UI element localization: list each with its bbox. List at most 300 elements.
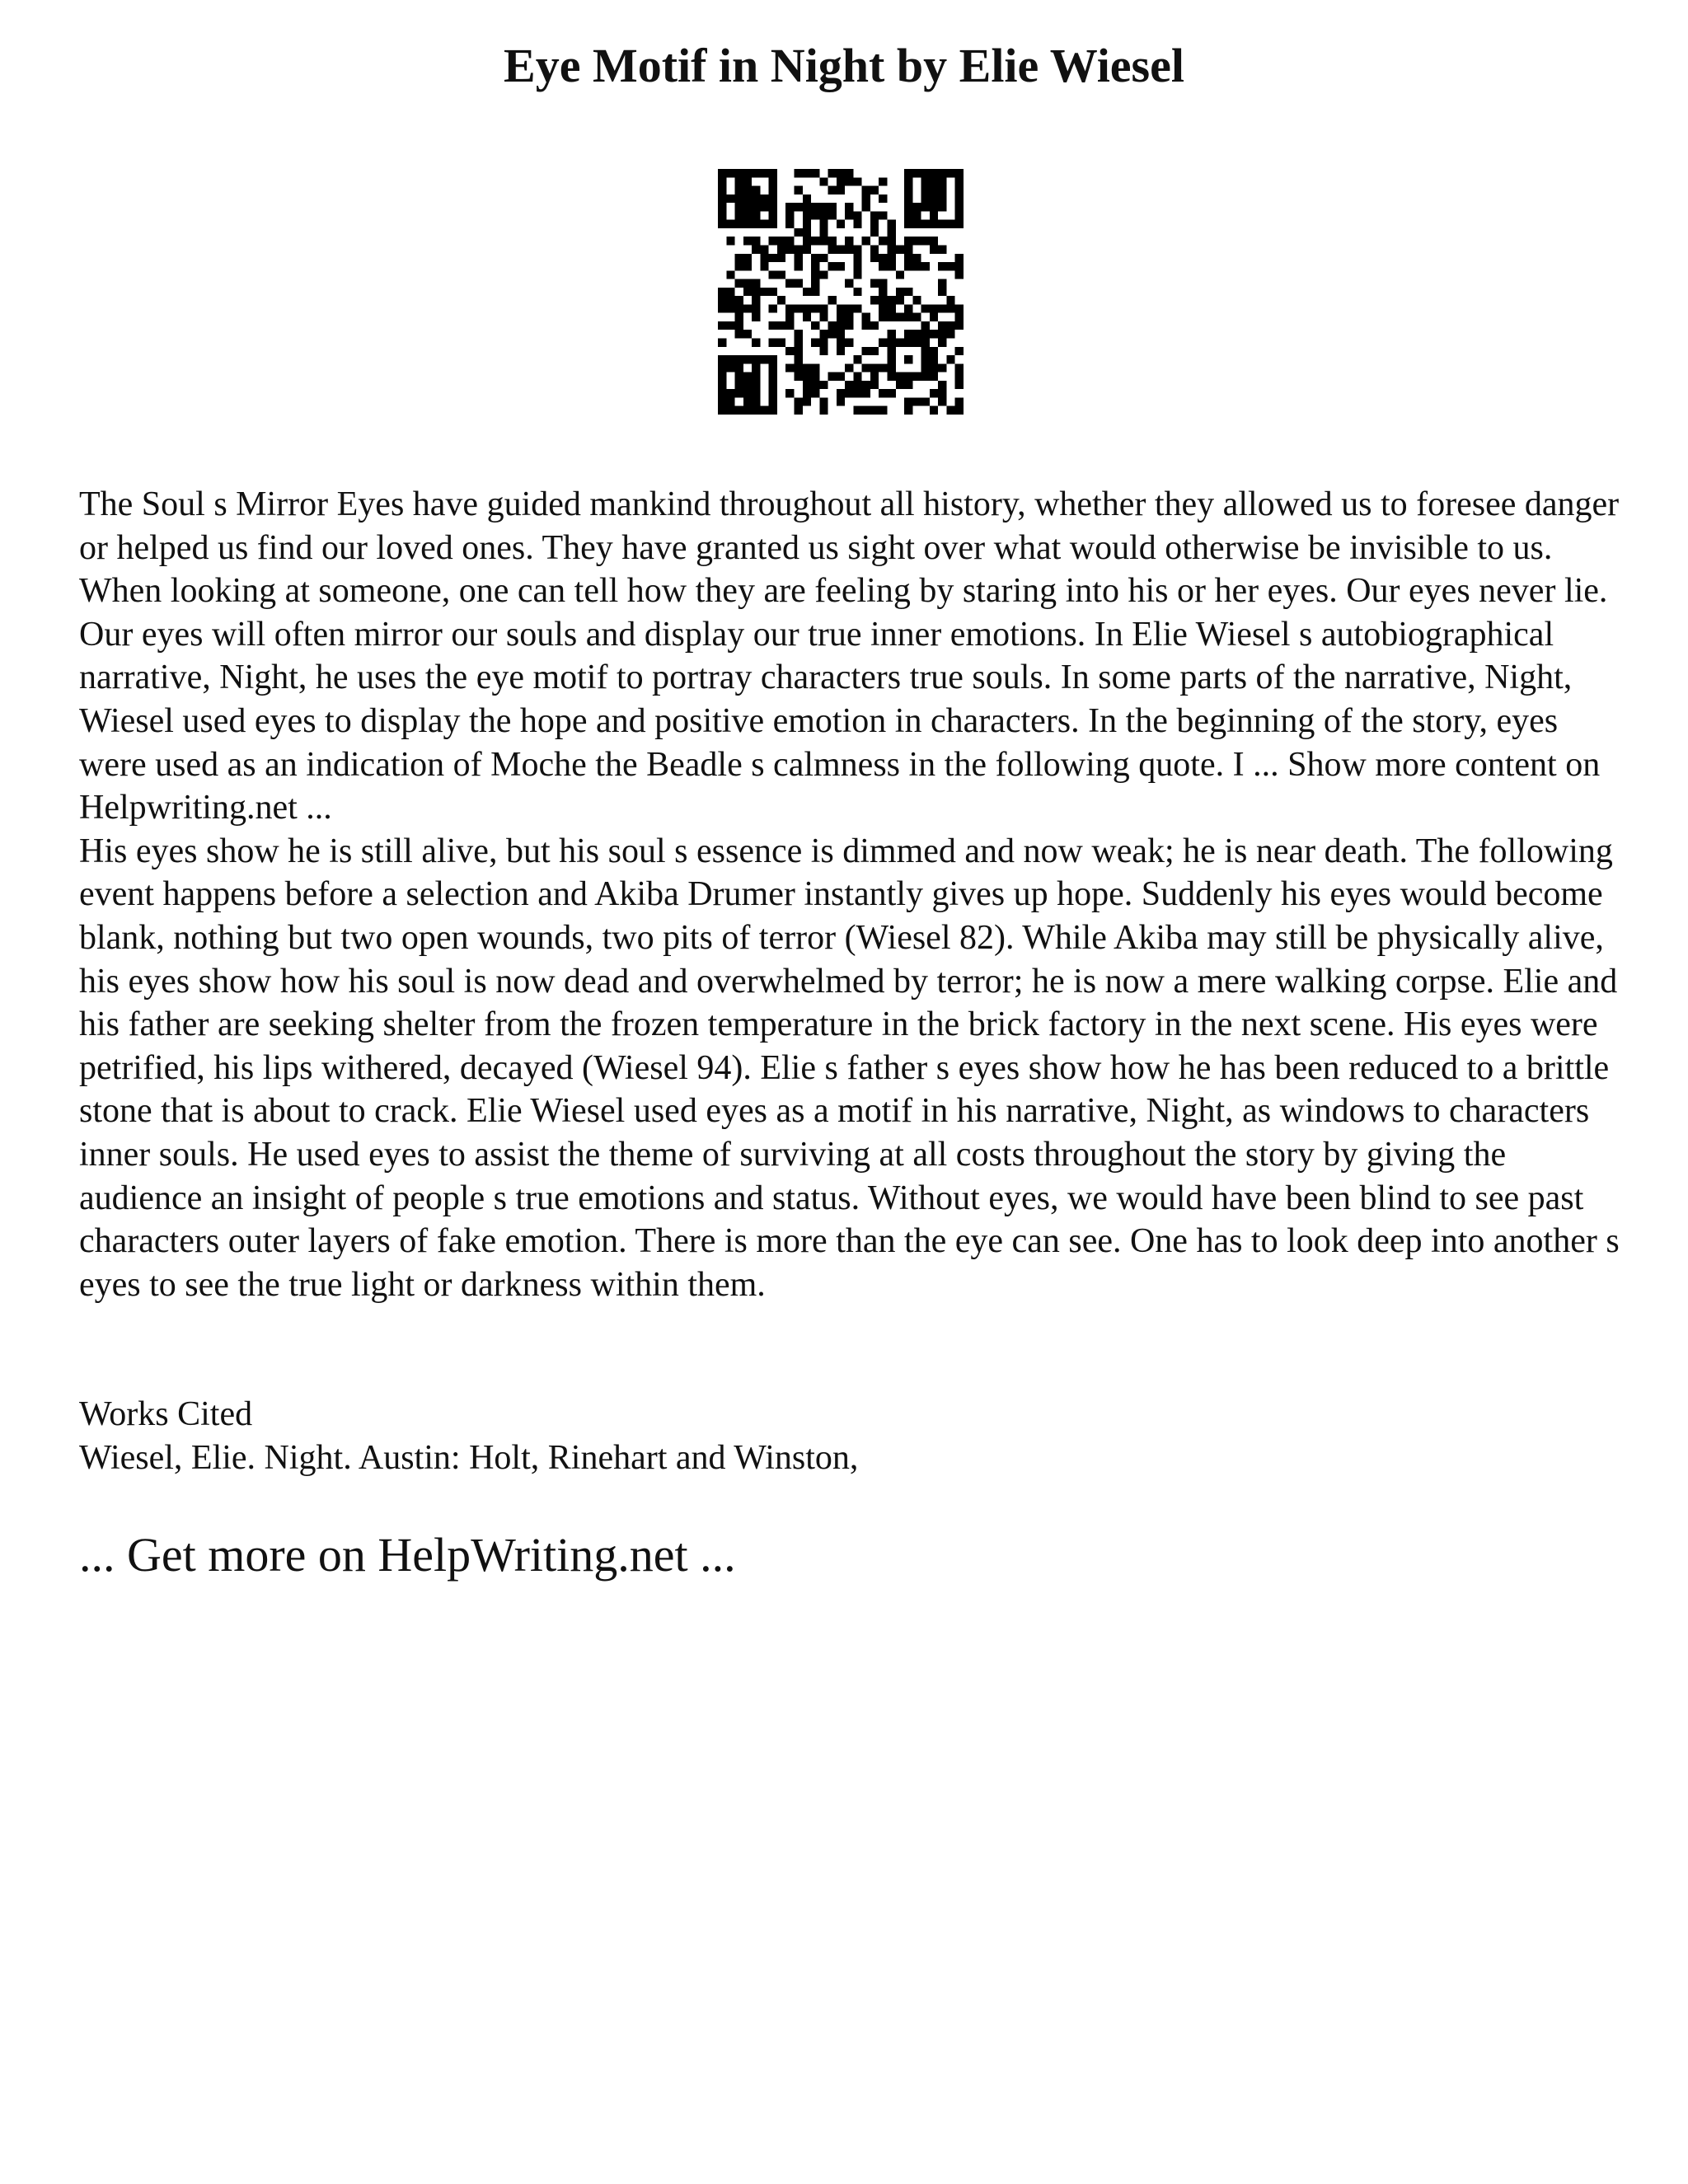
qr-module	[904, 237, 912, 245]
qr-module	[862, 194, 870, 203]
qr-module	[896, 296, 904, 304]
qr-module	[837, 169, 845, 177]
qr-module	[769, 270, 777, 279]
qr-module	[718, 220, 726, 228]
qr-module	[726, 304, 734, 312]
qr-module	[904, 406, 912, 415]
qr-module	[896, 270, 904, 279]
qr-module	[904, 211, 912, 219]
qr-module	[743, 279, 752, 288]
qr-module	[946, 321, 954, 330]
qr-module	[803, 373, 811, 381]
qr-module	[888, 228, 896, 237]
qr-module	[819, 220, 828, 228]
qr-module	[912, 211, 921, 219]
qr-module	[743, 262, 752, 270]
qr-module	[837, 186, 845, 194]
qr-module	[769, 254, 777, 262]
qr-module	[769, 211, 777, 219]
qr-module	[870, 228, 879, 237]
qr-module	[946, 330, 954, 338]
qr-module	[888, 254, 896, 262]
qr-module	[912, 169, 921, 177]
qr-module	[819, 211, 828, 219]
qr-module	[904, 177, 912, 185]
qr-module	[735, 186, 743, 194]
qr-module	[879, 313, 887, 321]
qr-module	[785, 363, 794, 372]
qr-module	[743, 288, 752, 296]
qr-module	[930, 389, 938, 397]
qr-module	[862, 186, 870, 194]
qr-module	[828, 262, 837, 270]
qr-module	[777, 245, 785, 253]
qr-module	[735, 279, 743, 288]
qr-module	[912, 373, 921, 381]
qr-module	[760, 254, 768, 262]
qr-module	[735, 296, 743, 304]
qr-module	[769, 321, 777, 330]
qr-module	[726, 296, 734, 304]
qr-module	[819, 203, 828, 211]
qr-module	[930, 211, 938, 219]
qr-module	[938, 194, 946, 203]
qr-module	[845, 237, 853, 245]
qr-module	[811, 169, 819, 177]
qr-module	[837, 330, 845, 338]
qr-module	[921, 373, 930, 381]
qr-module	[743, 304, 752, 312]
qr-module	[811, 381, 819, 389]
qr-module	[726, 169, 734, 177]
qr-module	[879, 211, 887, 219]
qr-module	[735, 220, 743, 228]
qr-module	[726, 270, 734, 279]
qr-module	[912, 330, 921, 338]
qr-module	[938, 262, 946, 270]
qr-module	[938, 339, 946, 347]
qr-module	[921, 203, 930, 211]
qr-module	[904, 194, 912, 203]
qr-module	[896, 245, 904, 253]
qr-module	[888, 330, 896, 338]
qr-module	[769, 389, 777, 397]
qr-module	[735, 363, 743, 372]
qr-module	[785, 347, 794, 355]
qr-module	[938, 363, 946, 372]
qr-module	[819, 254, 828, 262]
qr-module	[718, 194, 726, 203]
qr-module	[794, 355, 802, 363]
qr-module	[803, 220, 811, 228]
qr-module	[930, 245, 938, 253]
qr-module	[853, 220, 861, 228]
qr-module	[726, 389, 734, 397]
qr-module	[930, 220, 938, 228]
qr-module	[760, 169, 768, 177]
qr-module	[743, 254, 752, 262]
qr-module	[769, 406, 777, 415]
qr-module	[760, 262, 768, 270]
qr-module	[930, 330, 938, 338]
qr-module	[777, 237, 785, 245]
qr-module	[718, 211, 726, 219]
qr-module	[845, 177, 853, 185]
qr-module	[811, 254, 819, 262]
qr-module	[819, 270, 828, 279]
qr-module	[938, 330, 946, 338]
qr-module	[930, 313, 938, 321]
qr-module	[794, 406, 802, 415]
qr-module	[743, 397, 752, 405]
qr-module	[785, 245, 794, 253]
qr-module	[955, 169, 964, 177]
qr-module	[743, 406, 752, 415]
qr-module	[760, 288, 768, 296]
qr-module	[794, 347, 802, 355]
qr-module	[794, 186, 802, 194]
qr-module	[955, 203, 964, 211]
qr-module	[896, 373, 904, 381]
qr-module	[828, 321, 837, 330]
qr-module	[811, 211, 819, 219]
qr-module	[862, 321, 870, 330]
qr-module	[777, 296, 785, 304]
qr-module	[785, 304, 794, 312]
qr-module	[870, 211, 879, 219]
essay-body	[79, 483, 1629, 1306]
qr-module	[785, 313, 794, 321]
qr-module	[803, 194, 811, 203]
qr-module	[752, 304, 760, 312]
qr-module	[735, 169, 743, 177]
qr-module	[726, 194, 734, 203]
qr-module	[938, 220, 946, 228]
qr-module	[718, 203, 726, 211]
qr-module	[879, 363, 887, 372]
qr-module	[853, 177, 861, 185]
qr-module	[912, 313, 921, 321]
qr-module	[803, 203, 811, 211]
qr-module	[946, 296, 954, 304]
qr-module	[811, 321, 819, 330]
qr-module	[828, 237, 837, 245]
qr-module	[845, 389, 853, 397]
qr-module	[735, 254, 743, 262]
qr-module	[904, 203, 912, 211]
qr-module	[828, 169, 837, 177]
qr-module	[726, 355, 734, 363]
qr-module	[811, 363, 819, 372]
qr-module	[853, 288, 861, 296]
qr-module	[760, 406, 768, 415]
qr-module	[819, 339, 828, 347]
qr-module	[718, 363, 726, 372]
qr-module	[955, 194, 964, 203]
qr-module	[760, 203, 768, 211]
qr-module	[853, 373, 861, 381]
qr-module	[888, 363, 896, 372]
qr-module	[955, 220, 964, 228]
qr-module	[752, 194, 760, 203]
qr-module	[718, 288, 726, 296]
qr-module	[904, 304, 912, 312]
qr-module	[930, 177, 938, 185]
essay-paragraph-1: The Soul s Mirror Eyes have guided mankind throughout all history, whether they allowed us to foresee danger or helped us find our loved ones. They have granted us sight over what would otherwise be invisible to us. When looking at someone, one can tell how they are feeling by staring into his or her eyes. Our eyes never lie. Our eyes will often mirror our souls and display our true inner emotions. In Elie Wiesel s autobiographical narrative, Night, he uses the eye motif to portray characters true souls. In some parts of the narrative, Night, Wiesel used eyes to display the hope and positive emotion in characters. In the beginning of the story, eyes were used as an indication of Moche the Beadle s calmness in the following quote. I ... Show more content on Helpwriting.net ...	[79, 485, 1620, 827]
qr-module	[726, 397, 734, 405]
qr-module	[735, 177, 743, 185]
qr-module	[794, 279, 802, 288]
qr-module	[794, 254, 802, 262]
qr-module	[752, 203, 760, 211]
qr-module	[904, 397, 912, 405]
qr-module	[752, 279, 760, 288]
qr-module	[718, 406, 726, 415]
qr-module	[837, 304, 845, 312]
qr-module	[879, 339, 887, 347]
qr-module	[769, 381, 777, 389]
qr-module	[955, 254, 964, 262]
qr-module	[853, 254, 861, 262]
qr-module	[921, 177, 930, 185]
qr-module	[837, 339, 845, 347]
qr-module	[888, 304, 896, 312]
qr-module	[888, 220, 896, 228]
qr-module	[921, 194, 930, 203]
qr-module	[845, 321, 853, 330]
qr-module	[735, 373, 743, 381]
qr-module	[870, 373, 879, 381]
qr-module	[845, 339, 853, 347]
qr-module	[955, 406, 964, 415]
qr-module	[794, 397, 802, 405]
qr-module	[752, 355, 760, 363]
qr-module	[870, 220, 879, 228]
qr-module	[735, 321, 743, 330]
qr-module	[904, 339, 912, 347]
qr-module	[912, 203, 921, 211]
qr-module	[904, 381, 912, 389]
qr-module	[803, 313, 811, 321]
qr-module	[735, 211, 743, 219]
qr-module	[955, 347, 964, 355]
qr-module	[819, 397, 828, 405]
qr-module	[955, 177, 964, 185]
qr-module	[870, 363, 879, 372]
qr-module	[904, 186, 912, 194]
qr-module	[760, 220, 768, 228]
qr-module	[819, 237, 828, 245]
qr-module	[752, 397, 760, 405]
qr-module	[921, 321, 930, 330]
qr-module	[769, 288, 777, 296]
qr-module	[803, 211, 811, 219]
qr-module	[726, 363, 734, 372]
qr-module	[735, 304, 743, 312]
get-more-link[interactable]: ... Get more on HelpWriting.net ...	[79, 1528, 736, 1582]
qr-module	[803, 245, 811, 253]
qr-module	[794, 339, 802, 347]
qr-module	[819, 330, 828, 338]
qr-module	[735, 330, 743, 338]
qr-module	[803, 169, 811, 177]
qr-module	[946, 406, 954, 415]
qr-module	[904, 373, 912, 381]
qr-module	[837, 347, 845, 355]
qr-module	[743, 186, 752, 194]
qr-module	[879, 177, 887, 185]
qr-module	[819, 313, 828, 321]
qr-module	[921, 330, 930, 338]
qr-module	[735, 389, 743, 397]
qr-module	[955, 186, 964, 194]
qr-module	[853, 270, 861, 279]
qr-module	[803, 397, 811, 405]
qr-module	[743, 220, 752, 228]
qr-module	[760, 245, 768, 253]
qr-module	[785, 279, 794, 288]
qr-module	[828, 245, 837, 253]
qr-module	[718, 304, 726, 312]
qr-module	[828, 330, 837, 338]
qr-module	[921, 397, 930, 405]
qr-module	[743, 203, 752, 211]
qr-module	[794, 373, 802, 381]
qr-module	[828, 373, 837, 381]
qr-module	[870, 406, 879, 415]
qr-module	[769, 339, 777, 347]
qr-module	[837, 313, 845, 321]
qr-module	[803, 363, 811, 372]
qr-module	[930, 406, 938, 415]
qr-module	[785, 203, 794, 211]
document-title: Eye Motif in Night by Elie Wiesel	[504, 39, 1184, 92]
qr-module	[853, 245, 861, 253]
qr-module	[752, 296, 760, 304]
qr-module	[743, 373, 752, 381]
qr-module	[904, 220, 912, 228]
qr-module	[718, 321, 726, 330]
qr-module	[752, 363, 760, 372]
qr-module	[862, 203, 870, 211]
qr-module	[752, 406, 760, 415]
qr-module	[811, 237, 819, 245]
qr-module	[735, 262, 743, 270]
qr-module	[837, 245, 845, 253]
qr-module	[912, 262, 921, 270]
qr-module	[904, 245, 912, 253]
qr-module	[955, 211, 964, 219]
qr-module	[853, 304, 861, 312]
qr-module	[819, 406, 828, 415]
qr-module	[752, 245, 760, 253]
qr-module	[837, 220, 845, 228]
qr-module	[938, 321, 946, 330]
qr-module	[819, 304, 828, 312]
qr-module	[769, 203, 777, 211]
qr-module	[760, 355, 768, 363]
qr-module	[803, 304, 811, 312]
qr-module	[769, 220, 777, 228]
qr-module	[946, 220, 954, 228]
qr-module	[845, 203, 853, 211]
qr-module	[718, 177, 726, 185]
qr-module	[794, 304, 802, 312]
qr-module	[777, 254, 785, 262]
qr-module	[726, 288, 734, 296]
qr-module	[921, 363, 930, 372]
qr-module	[955, 397, 964, 405]
works-cited	[79, 1393, 1629, 1479]
qr-module	[930, 203, 938, 211]
qr-module	[879, 304, 887, 312]
qr-module	[955, 373, 964, 381]
qr-module	[888, 373, 896, 381]
qr-module	[862, 347, 870, 355]
qr-module	[912, 237, 921, 245]
qr-module	[718, 186, 726, 194]
qr-module	[735, 203, 743, 211]
qr-module	[769, 397, 777, 405]
qr-module	[785, 220, 794, 228]
qr-module	[862, 389, 870, 397]
qr-module	[879, 237, 887, 245]
qr-module	[794, 363, 802, 372]
qr-module	[955, 262, 964, 270]
qr-module	[777, 270, 785, 279]
qr-code-image[interactable]	[718, 169, 964, 415]
qr-module	[769, 169, 777, 177]
qr-module	[752, 220, 760, 228]
qr-module	[752, 339, 760, 347]
qr-module	[879, 296, 887, 304]
qr-module	[743, 330, 752, 338]
qr-module	[870, 254, 879, 262]
qr-module	[794, 245, 802, 253]
qr-module	[930, 169, 938, 177]
qr-module	[743, 177, 752, 185]
qr-module	[752, 288, 760, 296]
qr-module	[870, 245, 879, 253]
qr-module	[888, 355, 896, 363]
qr-module	[777, 321, 785, 330]
qr-module	[726, 220, 734, 228]
qr-module	[930, 186, 938, 194]
qr-module	[870, 296, 879, 304]
qr-module	[921, 304, 930, 312]
qr-module	[955, 270, 964, 279]
qr-module	[879, 406, 887, 415]
works-cited-heading: Works Cited	[79, 1395, 253, 1433]
qr-module	[718, 397, 726, 405]
qr-module	[769, 237, 777, 245]
qr-module	[726, 321, 734, 330]
qr-module	[743, 194, 752, 203]
qr-module	[862, 237, 870, 245]
qr-module	[879, 262, 887, 270]
qr-module	[837, 397, 845, 405]
qr-module	[735, 194, 743, 203]
qr-module	[845, 381, 853, 389]
qr-module	[862, 381, 870, 389]
qr-module	[888, 296, 896, 304]
qr-module	[912, 339, 921, 347]
qr-module	[930, 304, 938, 312]
qr-module	[718, 296, 726, 304]
qr-module	[921, 237, 930, 245]
qr-module	[946, 262, 954, 270]
qr-module	[785, 389, 794, 397]
